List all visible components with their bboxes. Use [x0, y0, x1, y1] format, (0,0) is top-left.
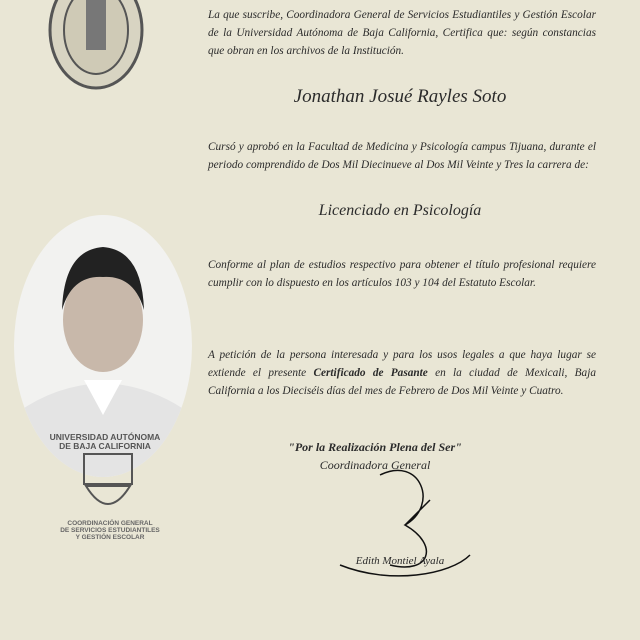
- university-crest-stamp: [80, 452, 136, 520]
- intro-paragraph: La que suscribe, Coordinadora General de Servicios Estudiantiles y Gestión Escolar de la Universidad Autónoma de Baja California, Certifica que: según constancias que obran en los archivos de la Institución.: [208, 9, 596, 57]
- motto: "Por la Realización Plena del Ser": [288, 440, 462, 454]
- signer-name: Edith Montiel Ayala: [355, 555, 445, 567]
- request-text-end: en la ciudad de Mexicali, Baja California a los Dieciséis días del mes de Febrero de Dos Mil Veinte y Cuatro.: [208, 367, 596, 397]
- signer-title: Coordinadora General: [319, 458, 431, 472]
- studies-paragraph: Cursó y aprobó en la Facultad de Medicina y Psicología campus Tijuana, durante el periodo comprendido de Dos Mil Diecinueve al Dos Mil Veinte y Tres la carrera de:: [208, 141, 596, 171]
- university-seal: [48, 0, 144, 90]
- stamp-line: DE BAJA CALIFORNIA: [59, 441, 151, 451]
- certificate-type: Certificado de Pasante: [313, 367, 428, 379]
- request-paragraph: [208, 346, 596, 400]
- request-text: A petición de la persona interesada y para los usos legales a que haya lugar se extiende el presente: [208, 349, 596, 379]
- student-name: Jonathan Josué Rayles Soto: [293, 86, 507, 107]
- degree-title: Licenciado en Psicología: [318, 202, 482, 219]
- plan-paragraph: Conforme al plan de estudios respectivo para obtener el título profesional requiere cumplir con lo dispuesto en los artículos 103 y 104 del Estatuto Escolar.: [208, 259, 596, 289]
- stamp-dept: COORDINACIÓN GENERAL: [67, 520, 153, 527]
- stamp-dept: DE SERVICIOS ESTUDIANTILES: [60, 527, 160, 534]
- stamp-line: UNIVERSIDAD AUTÓNOMA: [49, 432, 161, 442]
- stamp-dept: Y GESTIÓN ESCOLAR: [75, 534, 145, 541]
